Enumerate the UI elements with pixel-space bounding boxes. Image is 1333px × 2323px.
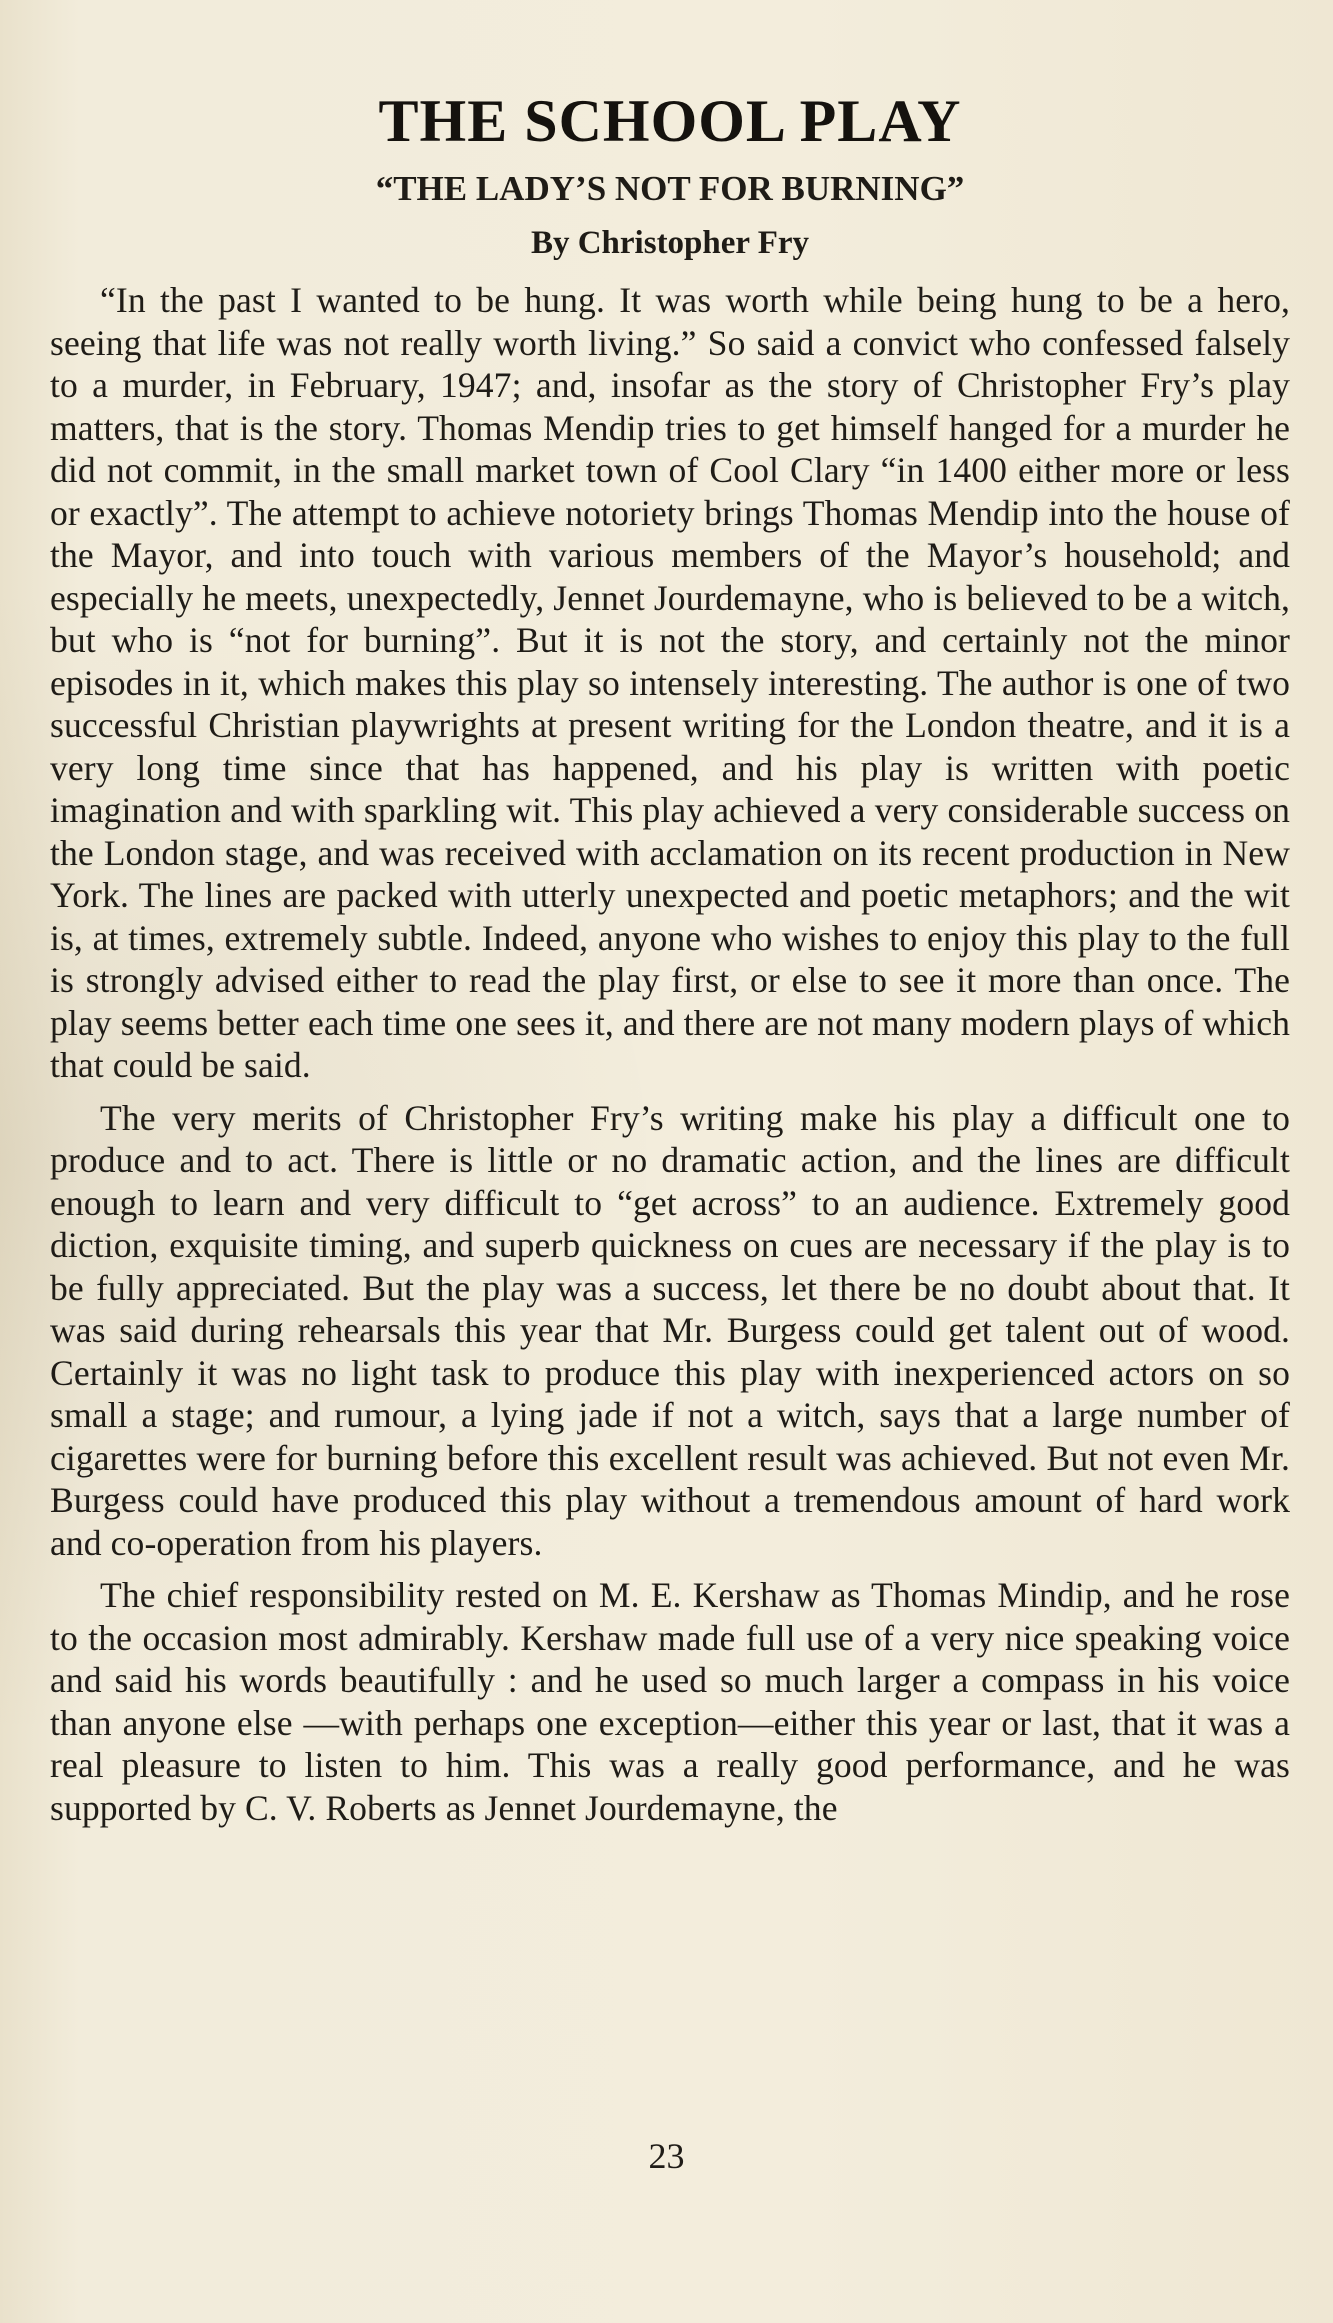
page-number: 23 — [648, 2136, 685, 2176]
article-title: THE SCHOOL PLAY — [378, 88, 962, 154]
paragraph: The very merits of Christopher Fry’s writing make his play a difficult one to produce and to act. There is little or no dramatic action, and the lines are difficult enough to learn and very difficult to “get across” to an audience. Extremely good diction, exquisite timing, and superb quickness on cues are necessary if the play is to be fully appreciated. But the play was a success, let there be no doubt about that. It was said during rehearsals this year that Mr. Burgess could get talent out of wood. Certainly it was no light task to produce this play with inexperienced actors on so small a stage; and rumour, a lying jade if not a witch, says that a large number of cigarettes were for burning before this excellent result was achieved. But not even Mr. Burgess could have produced this play without a tremendous amount of hard work and co-operation from his players. — [50, 1097, 1290, 1563]
paragraph: “In the past I wanted to be hung. It was worth while being hung to be a hero, seeing that life was not really worth living.” So said a convict who confessed falsely to a murder, in February, 1947; and, insofar as the story of Christopher Fry’s play matters, that is the story. Thomas Mendip tries to get himself hanged for a murder he did not commit, in the small market town of Cool Clary “in 1400 either more or less or exactly”. The attempt to achieve notoriety brings Thomas Mendip into the house of the Mayor, and into touch with various members of the Mayor’s household; and especially he meets, unexpectedly, Jennet Jourdemayne, who is believed to be a witch, but who is “not for burning”. But it is not the story, and certainly not the minor episodes in it, which makes this play so intensely interesting. The author is one of two successful Christian playwrights at present writing for the London theatre, and it is a very long time since that has happened, and his play is written with poetic imagination and with sparkling wit. This play achieved a very considerable success on the London stage, and was received with acclamation on its recent production in New York. The lines are packed with utterly unexpected and poetic metaphors; and the wit is, at times, extremely subtle. Indeed, anyone who wishes to enjoy this play to the full is strongly advised either to read the play first, or else to see it more than once. The play seems better each time one sees it, and there are not many modern plays of which that could be said. — [50, 280, 1290, 1085]
paragraph: The chief responsibility rested on M. E. Kershaw as Thomas Mindip, and he rose to the occasion most admirably. Kershaw made full use of a very nice speaking voice and said his words beautifully : and he used so much larger a compass in his voice than anyone else —with perhaps one exception—either this year or last, that it was a real pleasure to listen to him. This was a really good performance, and he was supported by C. V. Roberts as Jennet Jourdemayne, the — [50, 1575, 1290, 1828]
byline: By Christopher Fry — [530, 225, 810, 261]
article-body — [50, 279, 1290, 1829]
play-title: “THE LADY’S NOT FOR BURNING” — [375, 169, 965, 208]
article — [50, 85, 1290, 1829]
